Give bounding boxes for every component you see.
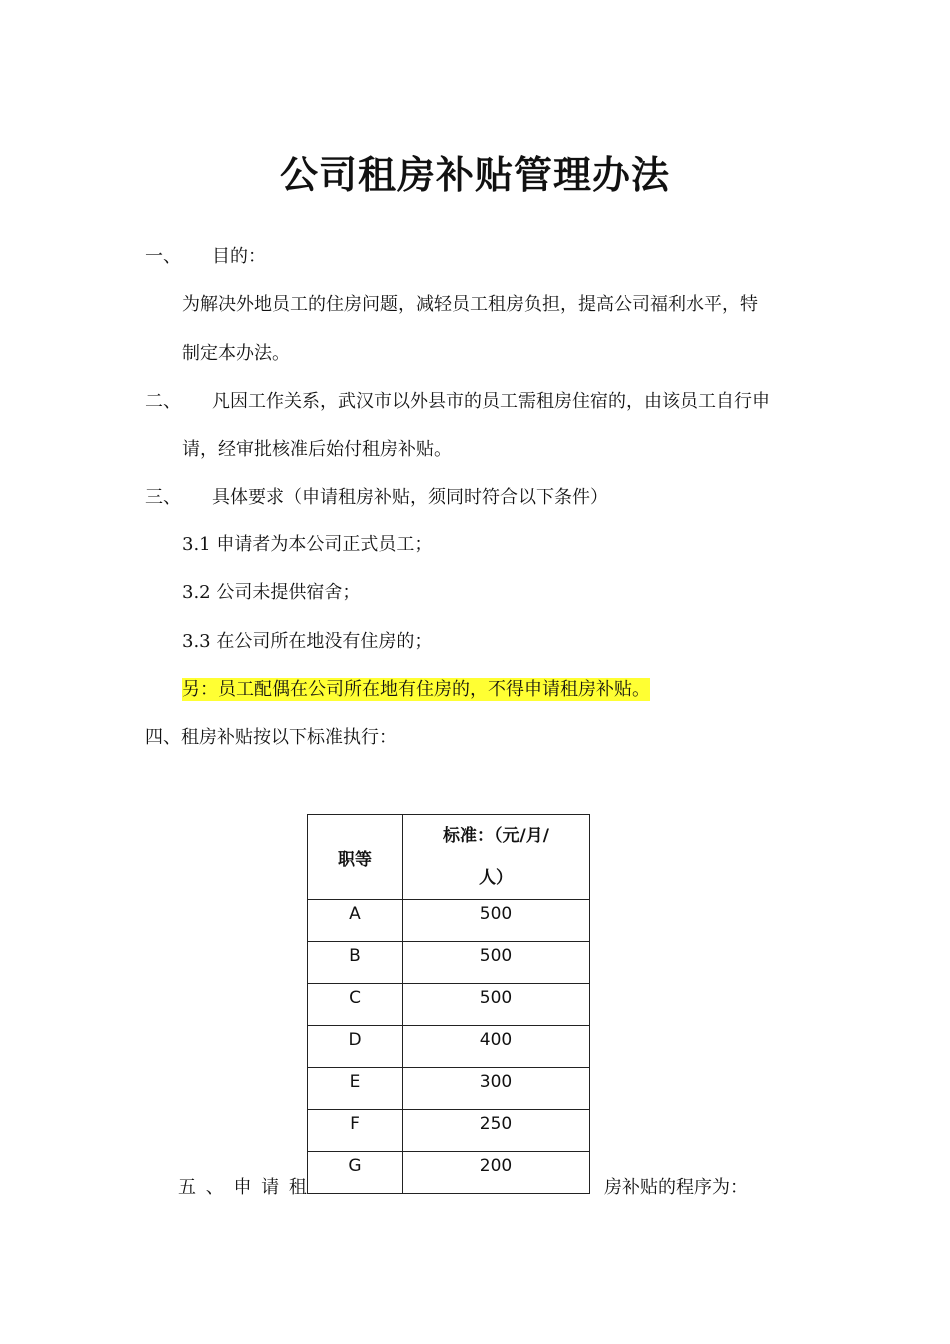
amount-cell: 200 (403, 1152, 590, 1194)
header-standard-line1: 标准：（元/月/ (443, 826, 549, 846)
grade-cell: B (308, 942, 403, 984)
amount-cell: 300 (403, 1068, 590, 1110)
section-1-number: 一、 (145, 246, 181, 267)
section-2-number: 二、 (145, 391, 181, 412)
amount-cell: 500 (403, 984, 590, 1026)
table-row (308, 942, 590, 984)
grade-cell: D (308, 1026, 403, 1068)
section-1-heading: 目的： (212, 246, 266, 267)
section-4-heading: 四、租房补贴按以下标准执行： (145, 727, 397, 748)
section-3-item-3: 3.3 在公司所在地没有住房的； (182, 631, 433, 652)
section-2-text-line1: 凡因工作关系，武汉市以外县市的员工需租房住宿的，由该员工自行申 (212, 391, 770, 412)
grade-cell: F (308, 1110, 403, 1152)
amount-cell: 250 (403, 1110, 590, 1152)
table-row (308, 1110, 590, 1152)
section-3-item-2: 3.2 公司未提供宿舍； (182, 582, 361, 603)
amount-cell: 500 (403, 900, 590, 942)
section-3-number: 三、 (145, 487, 181, 508)
section-3-item-1: 3.1 申请者为本公司正式员工； (182, 534, 433, 555)
grade-cell: C (308, 984, 403, 1026)
header-grade: 职等 (308, 815, 403, 900)
table-row (308, 1026, 590, 1068)
grade-cell: G (308, 1152, 403, 1194)
section-2-text-line2: 请，经审批核准后始付租房补贴。 (182, 439, 452, 460)
amount-cell: 500 (403, 942, 590, 984)
table-header-row (308, 815, 590, 900)
header-standard-line2: 人） (479, 868, 513, 888)
document-title: 公司租房补贴管理办法 (279, 152, 670, 197)
table-row (308, 1068, 590, 1110)
amount-cell: 400 (403, 1026, 590, 1068)
section-3-heading: 具体要求（申请租房补贴，须同时符合以下条件） (212, 487, 608, 508)
table-row (308, 900, 590, 942)
table-row (308, 984, 590, 1026)
grade-cell: E (308, 1068, 403, 1110)
section-5-text-left: 五 、 申 请 租 (178, 1177, 309, 1198)
table-row (308, 1152, 590, 1194)
header-standard (403, 815, 590, 900)
grade-cell: A (308, 900, 403, 942)
section-1-text-line2: 制定本办法。 (182, 343, 290, 364)
section-5-text-right: 房补贴的程序为： (604, 1177, 748, 1198)
section-3-highlighted-note: 另：员工配偶在公司所在地有住房的，不得申请租房补贴。 (182, 679, 650, 700)
section-1-text-line1: 为解决外地员工的住房问题，减轻员工租房负担，提高公司福利水平，特 (182, 294, 758, 315)
subsidy-standard-table (307, 814, 590, 1194)
